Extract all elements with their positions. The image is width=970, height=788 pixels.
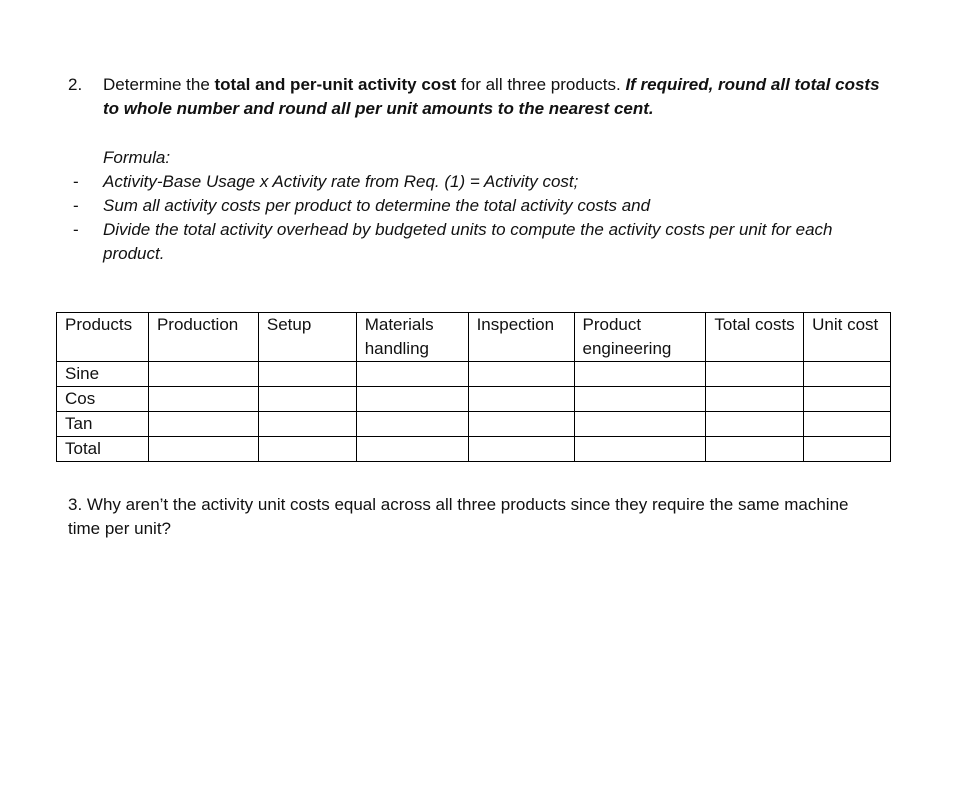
cell[interactable] [148,362,258,387]
cell[interactable] [804,412,891,437]
question-3: 3. Why aren’t the activity unit costs equal across all three products since they require the same machine time per unit? [68,495,849,538]
cell[interactable] [468,437,574,462]
header-product-engineering: Product engineering [574,313,706,362]
cell[interactable] [356,412,468,437]
formula-item-text: Divide the total activity overhead by budgeted units to compute the activity costs per unit for each product. [103,220,833,263]
cell[interactable] [356,437,468,462]
cell[interactable] [706,362,804,387]
header-production: Production [148,313,258,362]
cell[interactable] [148,387,258,412]
cell[interactable] [804,387,891,412]
question-2-text [103,73,888,121]
header-total-costs: Total costs [706,313,804,362]
dash-bullet: - [73,172,79,191]
formula-title: Formula: [103,148,171,167]
header-unit-cost: Unit cost [804,313,891,362]
table-row [57,437,891,462]
activity-cost-table [56,312,891,462]
question-2-number: 2. [68,75,83,94]
cell[interactable] [574,362,706,387]
table-row [57,362,891,387]
dash-bullet: - [73,220,79,239]
row-label: Tan [57,412,149,437]
formula-item-text: Activity-Base Usage x Activity rate from Req. (1) = Activity cost; [103,172,579,191]
formula-item [73,218,883,266]
header-products: Products [57,313,149,362]
cell[interactable] [574,412,706,437]
cell[interactable] [468,387,574,412]
table-header-row [57,313,891,362]
formula-item [73,170,883,194]
question-2-instruction: If required, round all total costs to whole number and round all per unit amounts to the nearest cent. [103,75,880,118]
formula-item [73,194,883,218]
header-setup: Setup [258,313,356,362]
cell[interactable] [258,412,356,437]
table-row [57,412,891,437]
formula-item-text: Sum all activity costs per product to determine the total activity costs and [103,196,651,215]
row-label: Sine [57,362,149,387]
header-inspection: Inspection [468,313,574,362]
row-label: Cos [57,387,149,412]
cell[interactable] [468,412,574,437]
cell[interactable] [258,387,356,412]
cell[interactable] [468,362,574,387]
cell[interactable] [706,412,804,437]
cell[interactable] [148,437,258,462]
cell[interactable] [356,387,468,412]
cell[interactable] [148,412,258,437]
cell[interactable] [258,437,356,462]
cell[interactable] [356,362,468,387]
question-2 [68,73,888,121]
cell[interactable] [258,362,356,387]
formula-block [73,146,883,266]
cell[interactable] [574,387,706,412]
dash-bullet: - [73,196,79,215]
cell[interactable] [804,437,891,462]
cell[interactable] [706,387,804,412]
row-label: Total [57,437,149,462]
header-materials-handling: Materials handling [356,313,468,362]
cell[interactable] [706,437,804,462]
cell[interactable] [574,437,706,462]
cell[interactable] [804,362,891,387]
question-2-mid: for all three products. [456,75,626,94]
table-row [57,387,891,412]
question-2-bold: total and per-unit activity cost [214,75,457,94]
question-2-lead: Determine the [103,75,215,94]
